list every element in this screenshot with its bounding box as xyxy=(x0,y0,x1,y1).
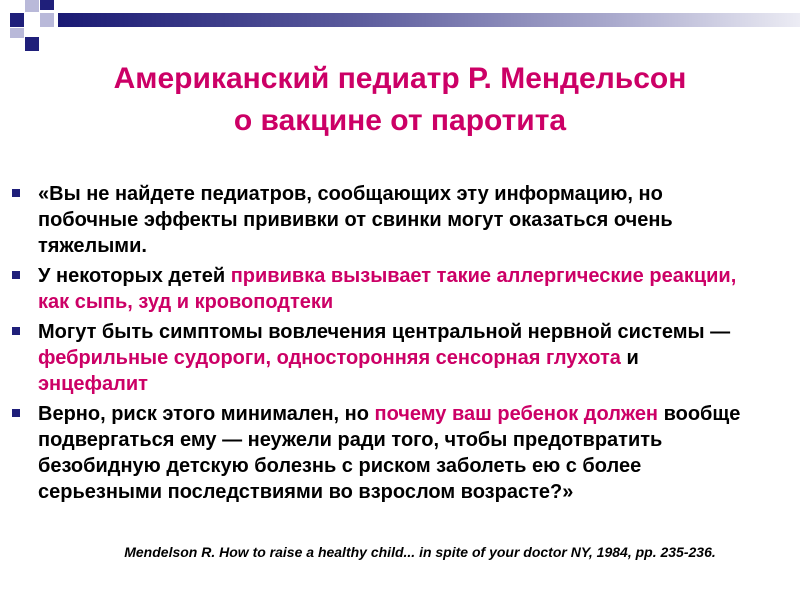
bullet-text: Верно, риск этого минимален, но xyxy=(38,403,375,425)
bullet-item xyxy=(0,401,800,505)
title-line-1: Американский педиатр Р. Мендельсон xyxy=(113,62,687,95)
decor-square-3 xyxy=(25,0,39,12)
decor-square-2 xyxy=(40,0,54,10)
bullet-square-icon xyxy=(12,189,20,197)
decor-square-6 xyxy=(25,37,39,51)
bullet-text: Могут быть симптомы вовлечения центральной нервной системы — xyxy=(38,321,731,343)
citation: Mendelson R. How to raise a healthy child... in spite of your doctor NY, 1984, pp. 235-236. xyxy=(124,544,716,560)
bullet-square-icon xyxy=(12,271,20,279)
bullet-square-icon xyxy=(12,327,20,335)
decor-square-4 xyxy=(40,13,54,27)
bullet-item xyxy=(0,263,800,315)
bullet-text: и xyxy=(620,347,639,369)
highlighted-text: энцефалит xyxy=(38,373,148,395)
bullet-item xyxy=(0,319,800,397)
bullet-item xyxy=(0,181,800,259)
header-gradient-bar xyxy=(58,13,800,27)
bullet-square-icon xyxy=(12,409,20,417)
bullet-list xyxy=(0,181,800,509)
decor-square-5 xyxy=(10,28,24,38)
highlighted-text: фебрильные судороги, односторонняя сенсорная глухота xyxy=(38,347,621,369)
bullet-text: У некоторых детей xyxy=(38,265,231,287)
slide-title xyxy=(0,58,800,142)
decor-square-1 xyxy=(10,13,24,27)
highlighted-text: прививка вызывает такие аллергические реакции, как сыпь, зуд и кровоподтеки xyxy=(38,265,737,313)
bullet-text: вообще подвергаться ему — неужели ради того, чтобы предотвратить безобидную детскую болезнь с риском заболеть ею с более серьезными последствиями во взрослом возрасте?» xyxy=(38,403,741,503)
title-line-2: о вакцине от паротита xyxy=(233,104,567,137)
bullet-text: «Вы не найдете педиатров, сообщающих эту информацию, но побочные эффекты прививки от свинки могут оказаться очень тяжелыми. xyxy=(38,183,673,257)
highlighted-text: почему ваш ребенок должен xyxy=(374,403,659,425)
